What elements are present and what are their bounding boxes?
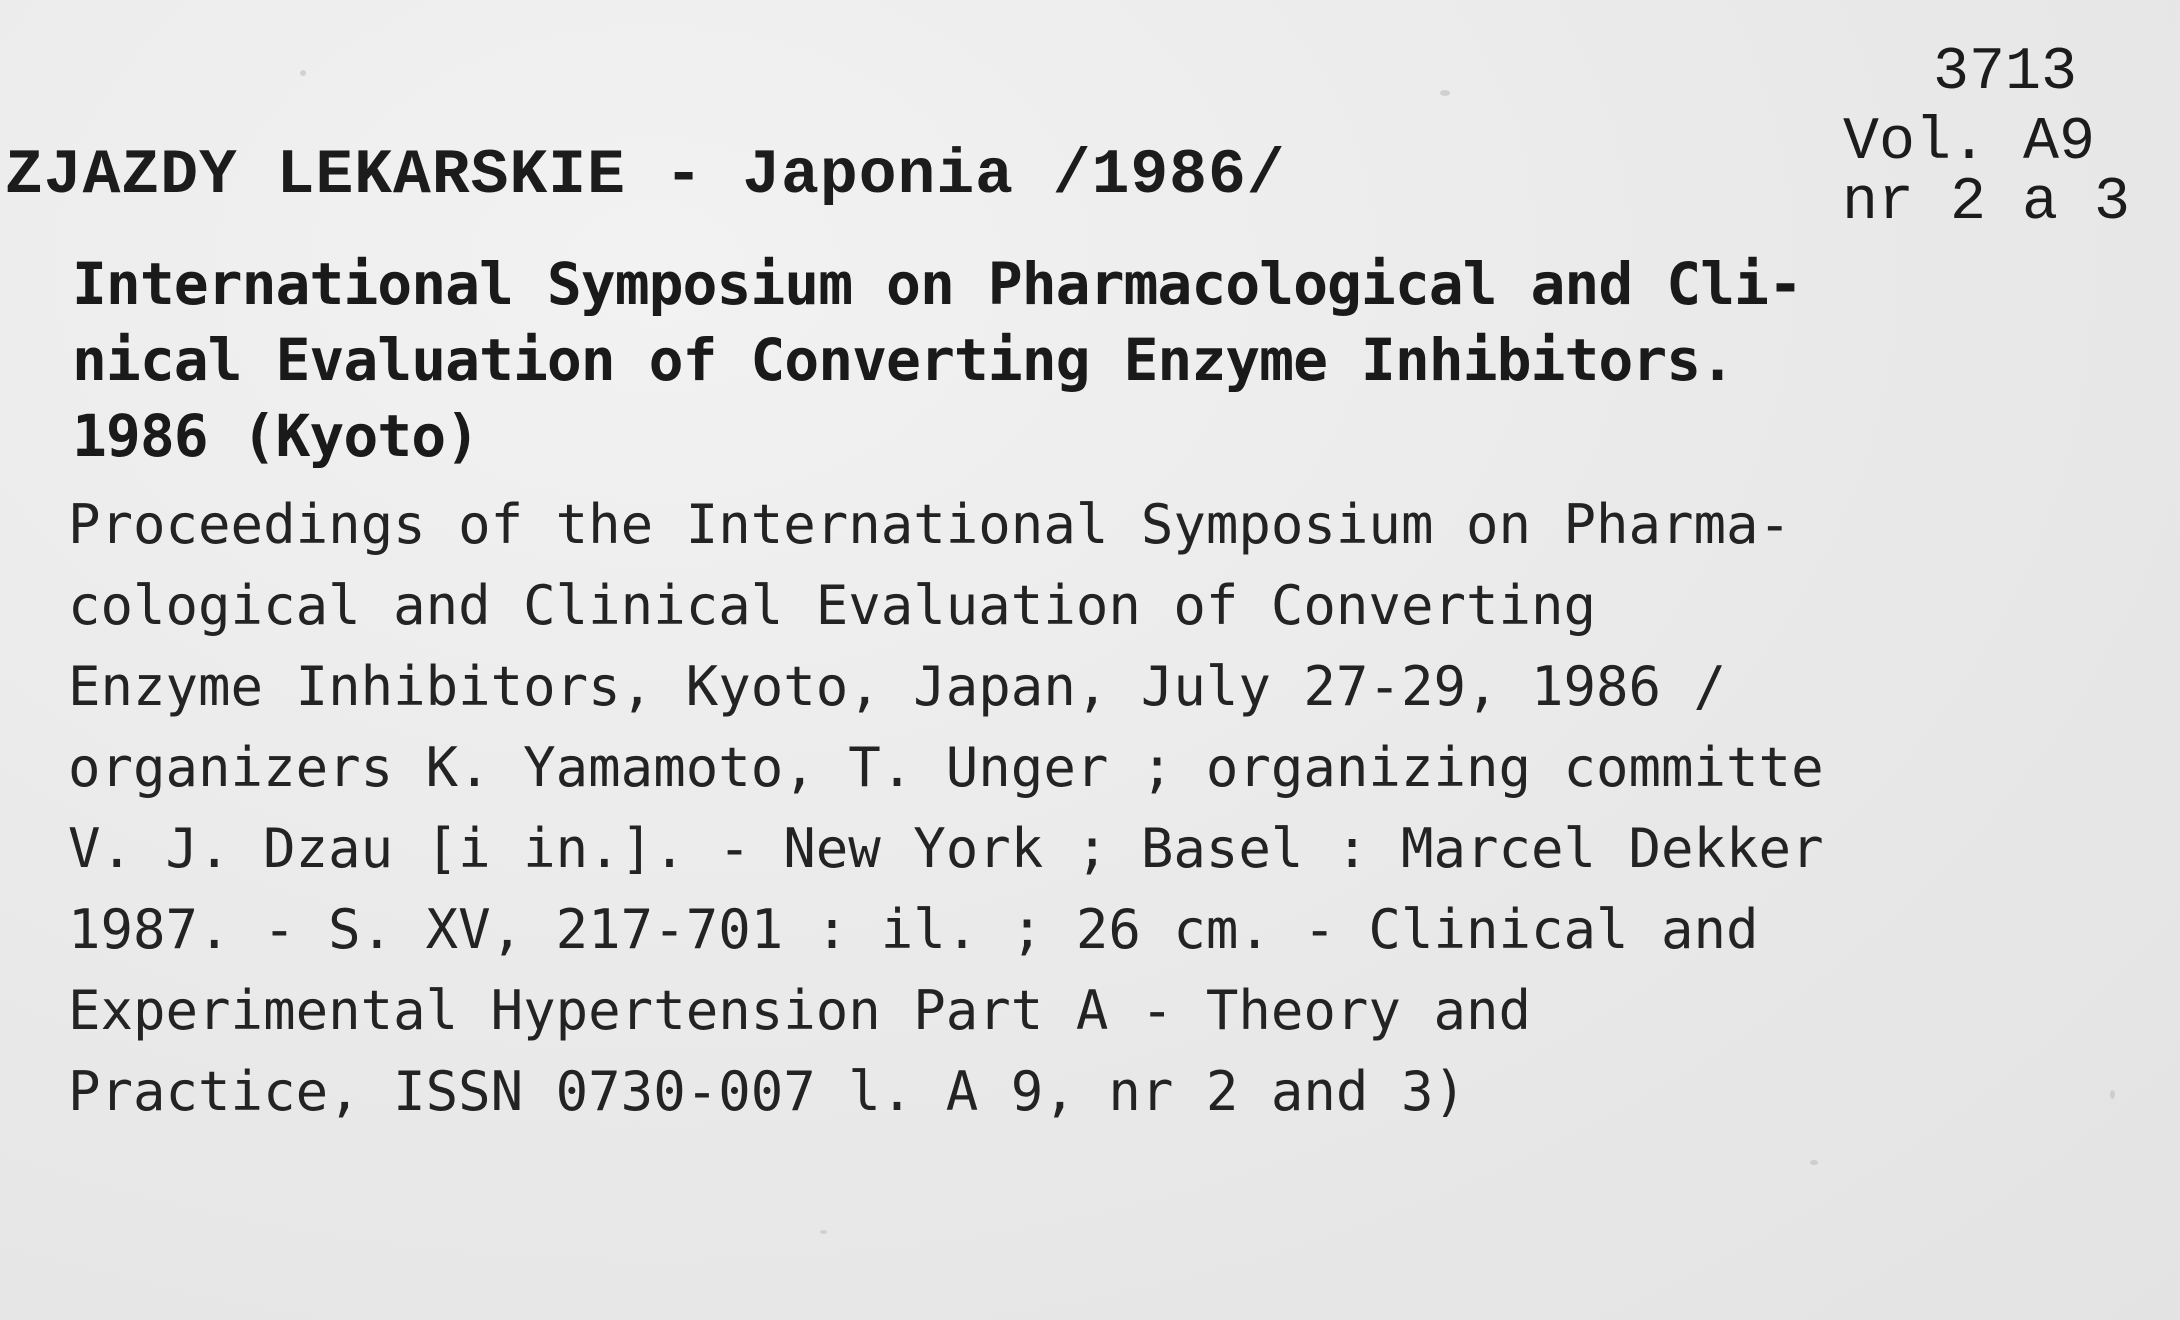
call-number — [1775, 38, 2130, 238]
dust-speck — [820, 1230, 827, 1234]
dust-speck — [1810, 1160, 1818, 1165]
description-line: Enzyme Inhibitors, Kyoto, Japan, July 27-29, 1986 / — [68, 655, 1727, 718]
dust-speck — [1440, 90, 1450, 96]
description-line: Practice, ISSN 0730-007 l. A 9, nr 2 and 3) — [68, 1060, 1466, 1123]
dust-speck — [2110, 1090, 2115, 1099]
description-line: 1987. - S. XV, 217-701 : il. ; 26 cm. - Clinical and — [68, 898, 1759, 961]
subject-heading: ZJAZDY LEKARSKIE - Japonia /1986/ — [5, 140, 1286, 211]
description-line: Proceedings of the International Symposium on Pharma- — [68, 493, 1792, 556]
description-line: organizers K. Yamamoto, T. Unger ; organizing committe — [68, 736, 1824, 799]
corporate-entry-line: International Symposium on Pharmacological and Cli- — [72, 250, 1802, 318]
dust-speck — [300, 70, 306, 76]
call-number-issue: nr 2 a 3 — [1841, 169, 2130, 237]
call-number-volume: Vol. A9 — [1842, 109, 2095, 177]
corporate-entry-line: 1986 (Kyoto) — [72, 402, 480, 470]
description-line: V. J. Dzau [i in.]. - New York ; Basel : Marcel Dekker — [68, 817, 1824, 880]
bibliographic-description — [68, 484, 1824, 1132]
corporate-entry — [72, 246, 1802, 474]
description-line: Experimental Hypertension Part A - Theory and — [68, 979, 1531, 1042]
corporate-entry-line: nical Evaluation of Converting Enzyme Inhibitors. — [72, 326, 1735, 394]
call-number-id: 3713 — [1932, 39, 2077, 107]
description-line: cological and Clinical Evaluation of Converting — [68, 574, 1597, 637]
